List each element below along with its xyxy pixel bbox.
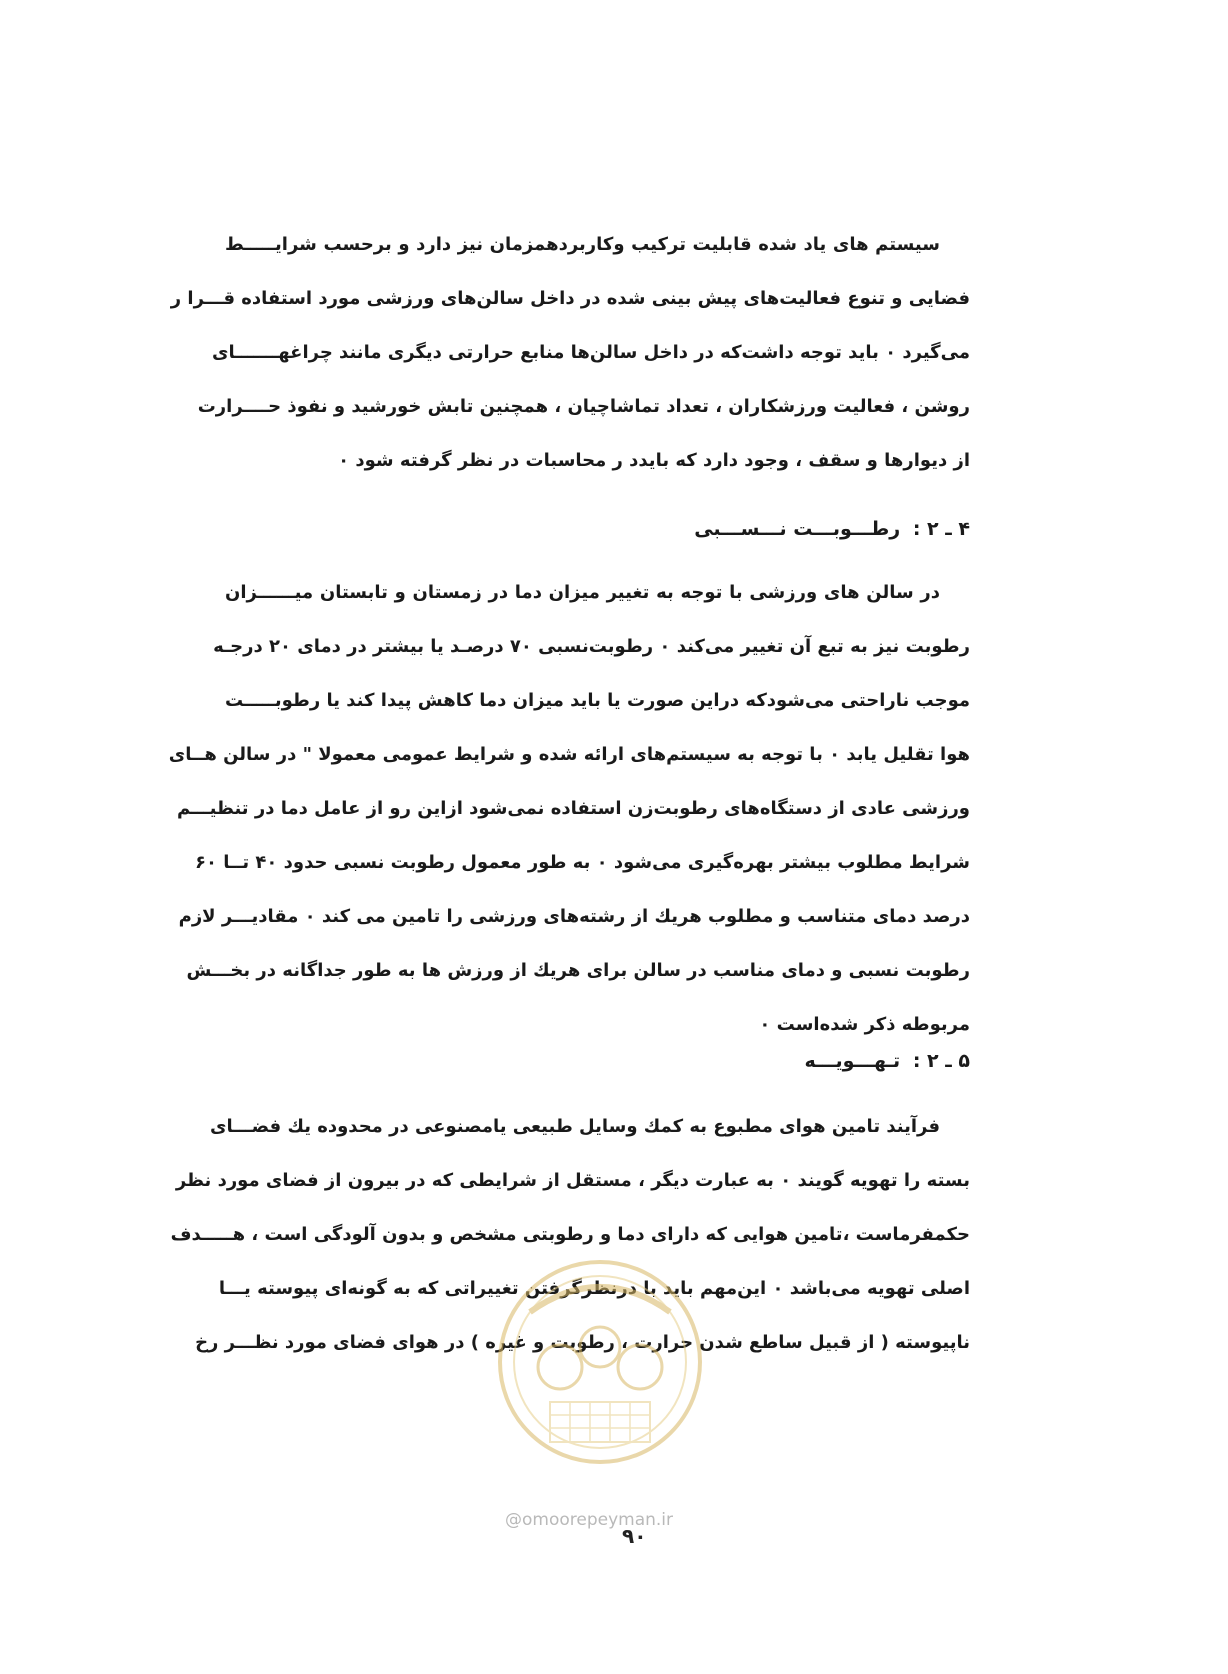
paragraph-line: مربوطه ذکر شده‌است ٠ — [759, 1014, 970, 1035]
paragraph-line: روشن ، فعالیت ورزشکاران ، تعداد تماشاچیان ، همچنین تابش خورشید و نفوذ حــــرارت — [197, 396, 970, 417]
paragraph-2 — [168, 566, 970, 1052]
section-heading-ventilation — [804, 1050, 970, 1072]
paragraph-line: فرآیند تامین هوای مطبوع به کمك وسایل طبیعی یامصنوعی در محدوده یك فضـــای — [209, 1116, 940, 1137]
paragraph-line: سیستم های یاد شده قابلیت ترکیب وکاربردهمزمان نیز دارد و برحسب شرایـــــط — [225, 234, 940, 255]
paragraph-line: بسته را تهویه گویند ٠ به عبارت دیگر ، مستقل از شرایطی که در بیرون از فضای مورد نظر — [175, 1170, 970, 1191]
page-number: ۹۰ — [622, 1524, 647, 1548]
paragraph-line: حکمفرماست ،تامین هوایی که دارای دما و رطوبتی مشخص و بدون آلودگی است ، هـــــدف — [170, 1224, 970, 1245]
watermark-logo-icon — [490, 1252, 710, 1472]
paragraph-1 — [170, 218, 970, 488]
paragraph-line: ناپیوسته ( از قبیل ساطع شدن حرارت ، رطوبت و غیره ) در هوای فضای مورد نظـــر رخ — [195, 1332, 970, 1353]
watermark-site: @omoorepeyman.ir — [505, 1510, 674, 1530]
paragraph-line: فضایی و تنوع فعالیت‌های پیش بینی شده در داخل سالن‌های ورزشی مورد استفاده قـــرا ر — [170, 288, 970, 309]
section-title: رطـــوبـــت نـــســـبی — [694, 518, 901, 540]
paragraph-line: در سالن های ورزشی با توجه به تغییر میزان دما در زمستان و تابستان میــــــزان — [225, 582, 940, 603]
paragraph-line: رطوبت نیز به تبع آن تغییر می‌کند ٠ رطوبت‌نسبی ۷۰ درصـد یا بیشتر در دمای ۲۰ درجـه — [213, 636, 970, 657]
paragraph-line: از دیوارها و سقف ، وجود دارد که بایدد ر محاسبات در نظر گرفته شود ٠ — [338, 450, 970, 471]
section-title: تـهـــویـــه — [804, 1050, 901, 1072]
section-number: ۴ ـ ۲ : — [912, 518, 970, 540]
section-heading-humidity — [694, 518, 970, 540]
paragraph-line: اصلی تهویه می‌باشد ٠ این‌مهم باید با درنظرگرفتن تغییراتی که به گونه‌ای پیوسته یـــا — [218, 1278, 970, 1299]
paragraph-line: می‌گیرد ٠ باید توجه داشت‌که در داخل سالن‌ها منابع حرارتی دیگری مانند چراغهـــــــای — [211, 342, 970, 363]
paragraph-line: موجب ناراحتی می‌شودکه دراین صورت یا باید میزان دما کاهش پیدا کند یا رطوبـــــت — [225, 690, 970, 711]
paragraph-line: درصد دمای متناسب و مطلوب هریك از رشته‌های ورزشی را تامین می کند ٠ مقادیـــر لازم — [178, 906, 970, 927]
paragraph-line: شرایط مطلوب بیشتر بهره‌گیری می‌شود ٠ به طور معمول رطوبت نسبی حدود ۴۰ تــا ۶۰ — [195, 852, 970, 873]
paragraph-line: رطوبت نسبی و دمای مناسب در سالن برای هریك از ورزش ها به طور جداگانه در بخـــش — [186, 960, 970, 981]
paragraph-line: ورزشی عادی از دستگاه‌های رطوبت‌زن استفاده نمی‌شود ازاین رو از عامل دما در تنظیـــم — [177, 798, 970, 819]
section-number: ۵ ـ ۲ : — [912, 1050, 970, 1072]
paragraph-line: هوا تقلیل یابد ٠ با توجه به سیستم‌های ارائه شده و شرایط عمومی معمولا " در سالن هــای — [168, 744, 970, 765]
